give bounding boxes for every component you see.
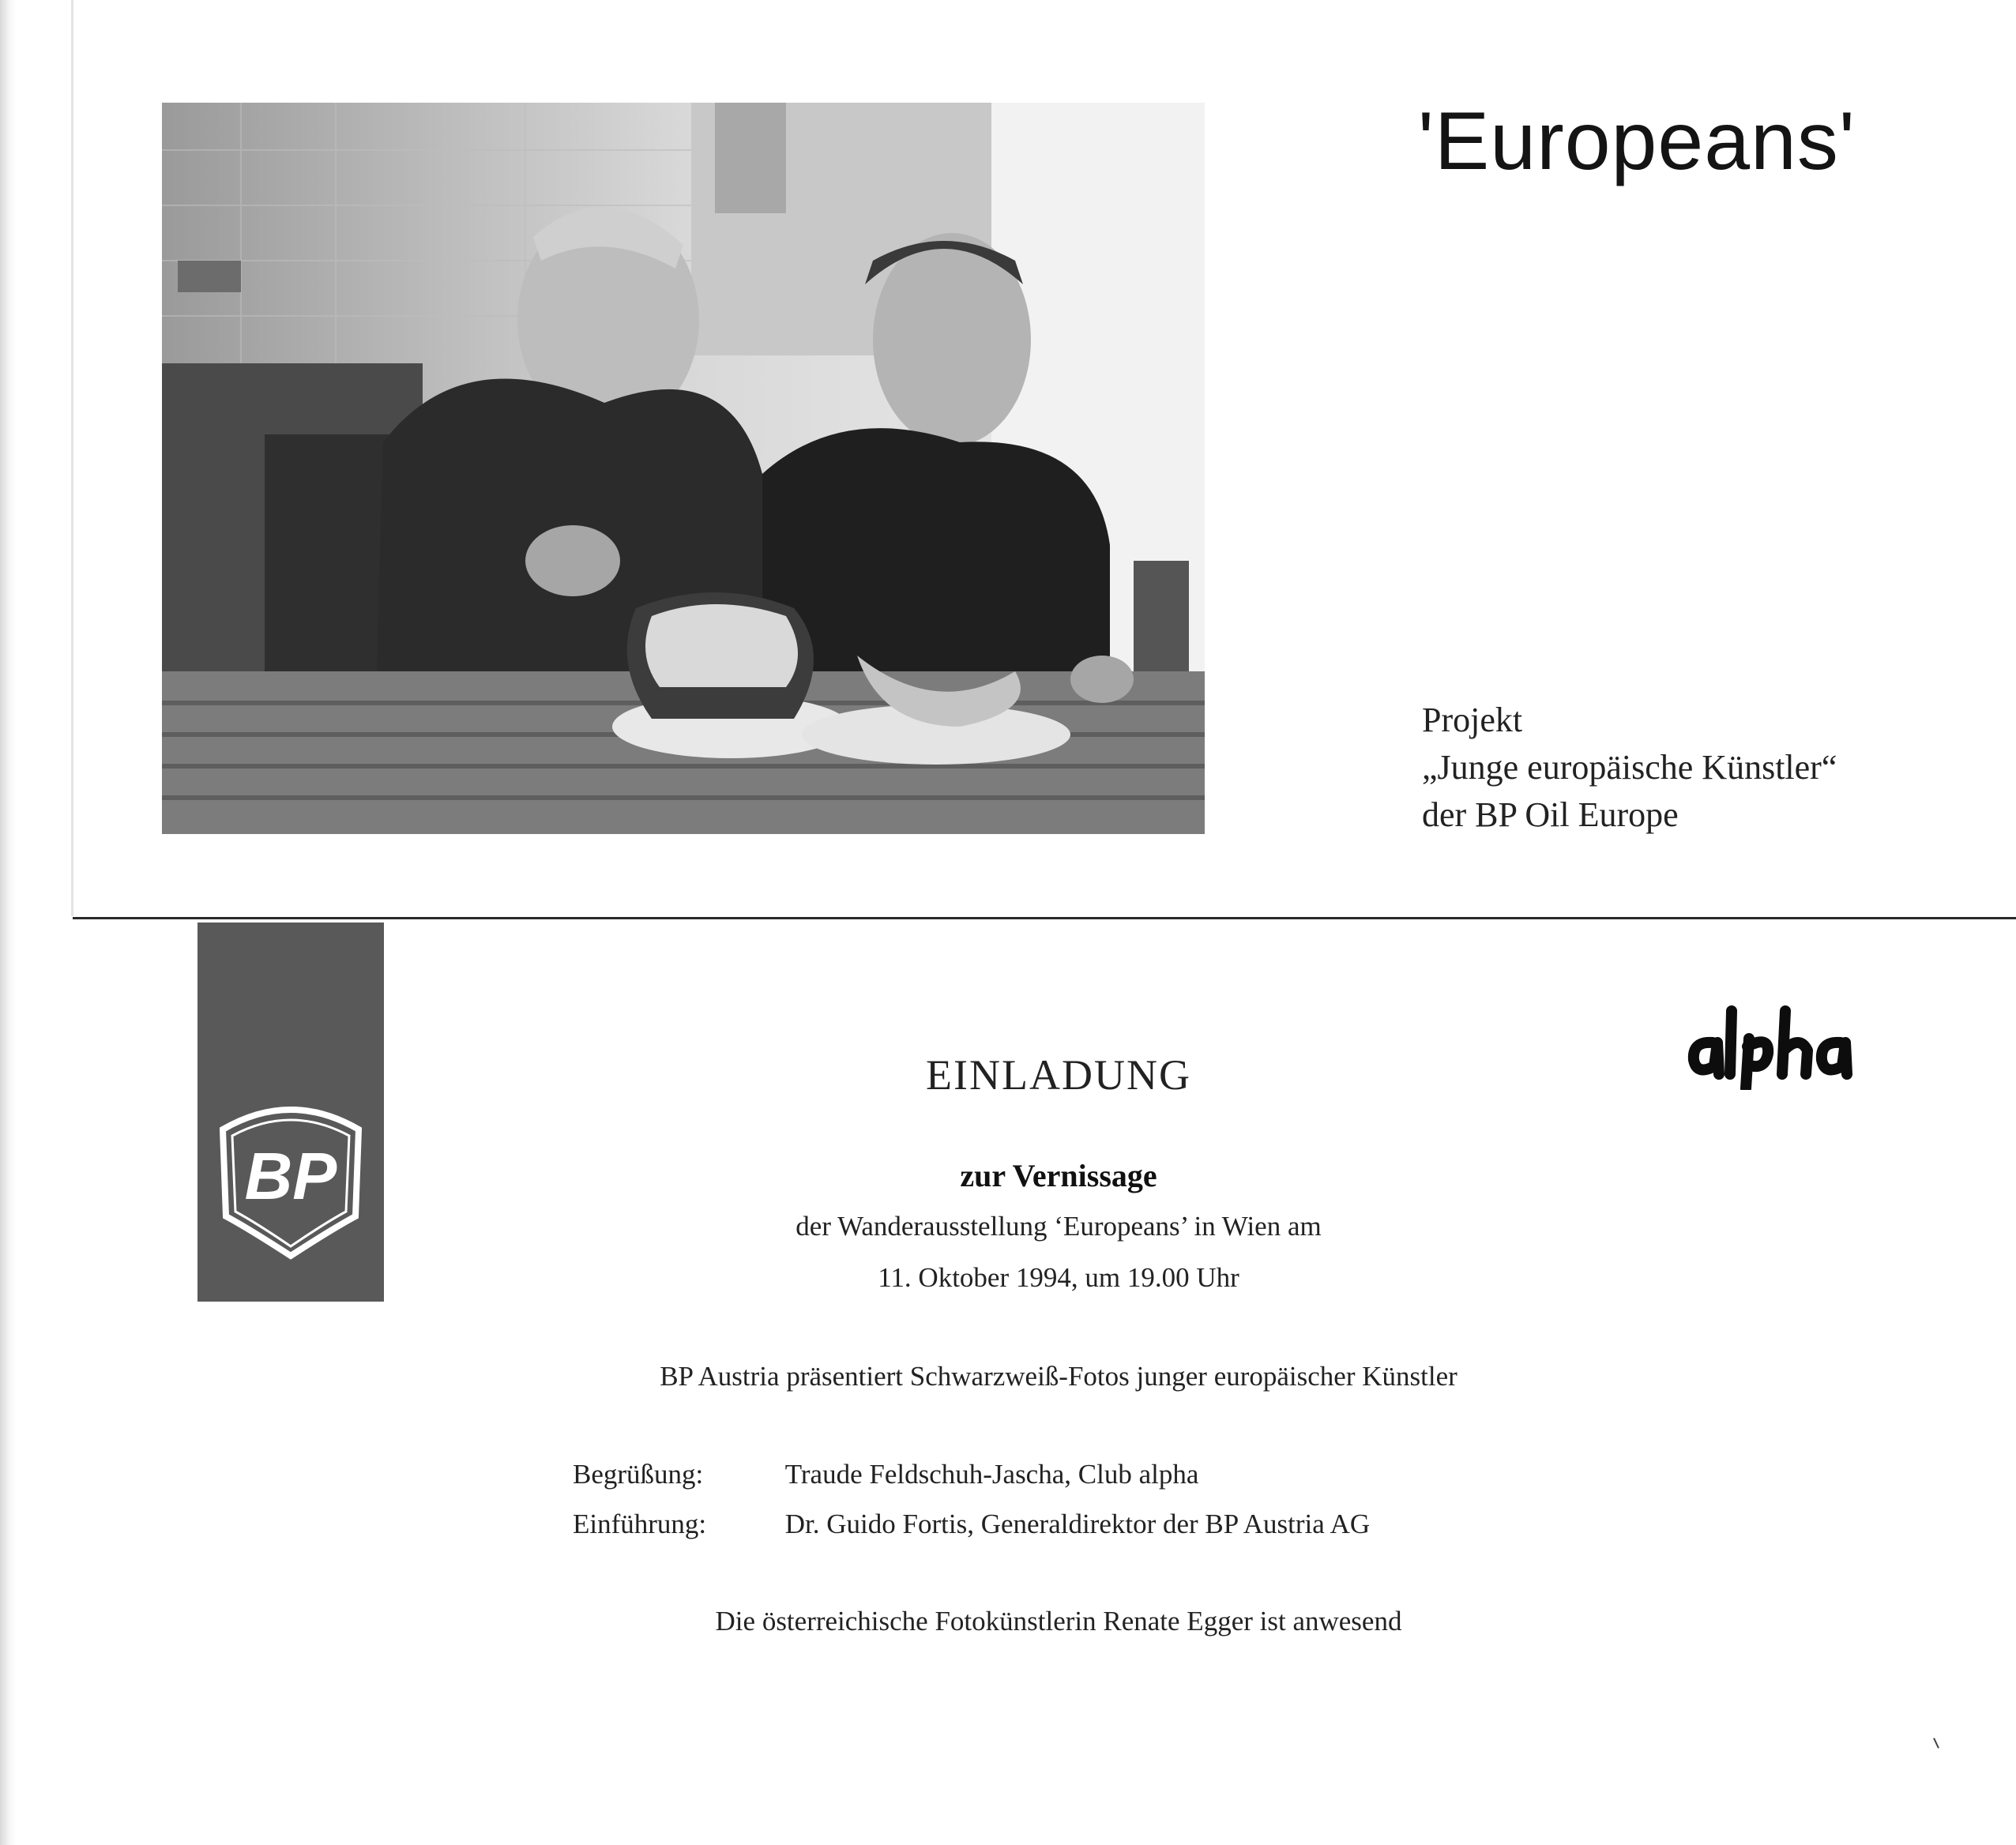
closing-line: Die österreichische Fotokünstlerin Renate Egger ist anwesend	[715, 1606, 1402, 1636]
speaker-row	[573, 1509, 1370, 1558]
card-fold-divider	[73, 917, 2016, 919]
handwritten-alpha-signature	[1683, 1003, 1872, 1094]
photo-two-people-with-watermelon	[162, 103, 1205, 834]
scan-edge	[0, 0, 16, 1845]
project-line: „Junge europäische Künstler“	[1422, 748, 1837, 787]
exhibition-title: 'Europeans'	[1418, 96, 1856, 187]
date-line: 11. Oktober 1994, um 19.00 Uhr	[878, 1262, 1239, 1293]
bp-logo-panel	[197, 922, 384, 1302]
speaker-role: Begrüßung:	[573, 1459, 704, 1490]
scan-edge-shadow	[71, 0, 73, 916]
bp-shield-logo	[215, 1098, 367, 1260]
scan-speck	[1933, 1738, 1939, 1749]
svg-text:BP: BP	[244, 1139, 337, 1213]
speaker-name: Traude Feldschuh-Jascha, Club alpha	[784, 1459, 1199, 1490]
speaker-row	[573, 1459, 1370, 1509]
event-line: der Wanderausstellung ‘Europeans’ in Wien am	[795, 1211, 1322, 1242]
speaker-role: Einführung:	[573, 1509, 707, 1539]
speaker-name: Dr. Guido Fortis, Generaldirektor der BP Austria AG	[784, 1509, 1371, 1539]
invitation-heading: EINLADUNG	[926, 1051, 1191, 1099]
speakers-list	[573, 1459, 1370, 1558]
project-description	[1422, 697, 1837, 839]
project-line: Projekt	[1422, 701, 1523, 739]
invitation-subheading: zur Vernissage	[960, 1158, 1157, 1193]
intro-line: BP Austria präsentiert Schwarzweiß-Fotos junger europäischer Künstler	[660, 1361, 1457, 1392]
project-line: der BP Oil Europe	[1422, 795, 1679, 834]
